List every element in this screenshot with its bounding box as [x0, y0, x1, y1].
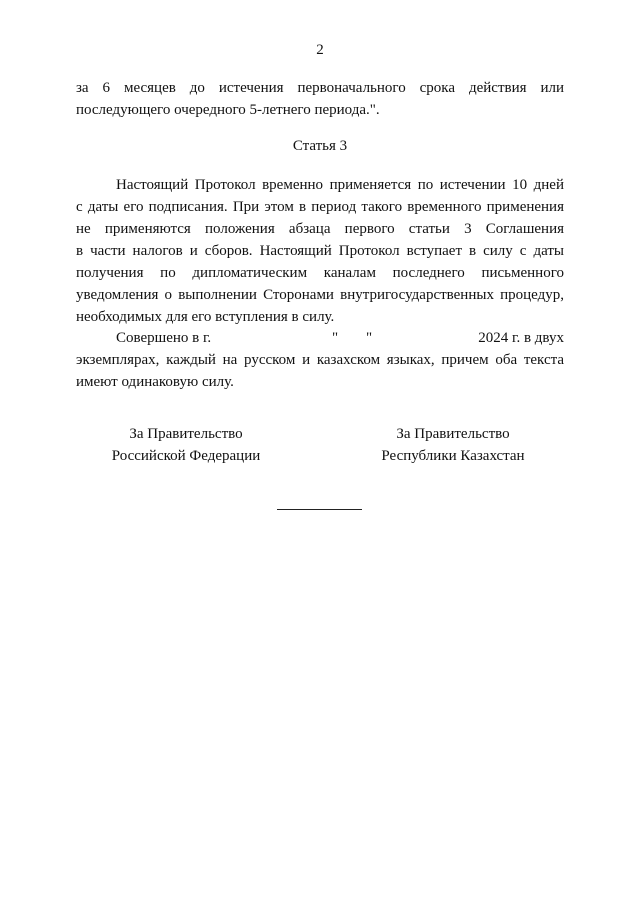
signature-label: За Правительство — [129, 426, 243, 442]
end-divider — [277, 509, 362, 510]
signed-first-line — [76, 327, 564, 349]
article-line: необходимых для его вступления в силу. — [76, 309, 335, 325]
article-line: в части налогов и сборов. Настоящий Протокол вступает в силу с даты — [76, 243, 564, 259]
intro-line: последующего очередного 5-летнего периода.". — [76, 102, 380, 118]
article-title: Статья 3 — [292, 138, 348, 154]
signature-label: За Правительство — [396, 426, 510, 442]
intro-line: за 6 месяцев до истечения первоначального срока действия или — [76, 80, 564, 96]
article-paragraph — [76, 174, 564, 328]
year-text: 2024 г. в двух — [478, 330, 564, 346]
signature-party: Российской Федерации — [111, 448, 261, 464]
signature-block-kazakhstan — [333, 423, 573, 467]
quote-open: " — [332, 330, 339, 346]
signature-block-russia — [66, 423, 306, 467]
article-line: получения по дипломатическим каналам последнего письменного — [76, 265, 564, 281]
intro-paragraph — [76, 77, 564, 121]
quote-close: " — [366, 330, 373, 346]
page-number: 2 — [316, 42, 324, 58]
signature-party: Республики Казахстан — [381, 448, 525, 464]
article-line: уведомления о выполнении Сторонами внутригосударственных процедур, — [76, 287, 564, 303]
signed-line: экземплярах, каждый на русском и казахском языках, причем оба текста — [76, 352, 564, 368]
signed-paragraph — [76, 327, 564, 393]
article-line: не применяются положения абзаца первого статьи 3 Соглашения — [76, 221, 564, 237]
article-line: с даты его подписания. При этом в период такого временного применения — [76, 199, 564, 215]
article-line: Настоящий Протокол временно применяется по истечении 10 дней — [116, 177, 564, 193]
signed-line: имеют одинаковую силу. — [76, 374, 234, 390]
done-at-text: Совершено в г. — [116, 330, 212, 346]
